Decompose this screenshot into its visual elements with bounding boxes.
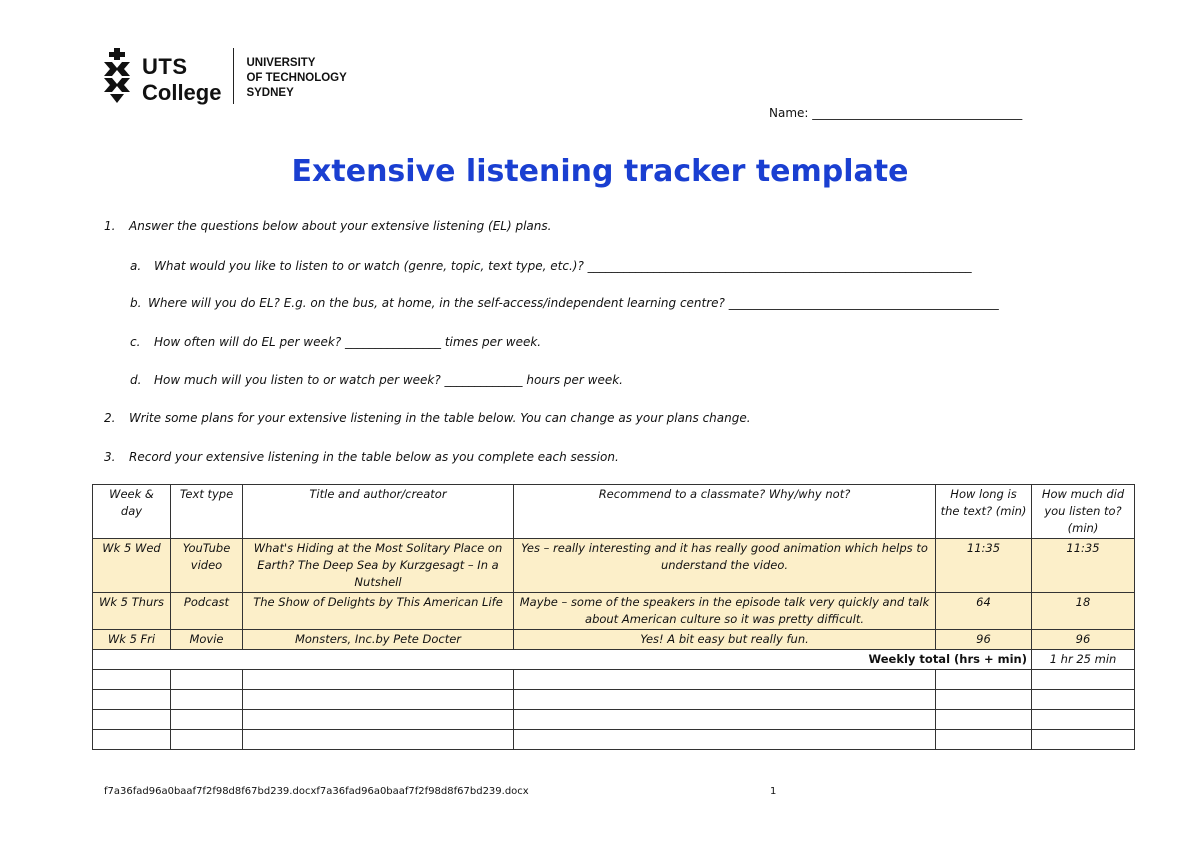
instruction-3 <box>104 450 619 464</box>
table-row <box>93 730 1135 750</box>
listening-tracker-table <box>92 484 1135 750</box>
table-cell[interactable]: Yes – really interesting and it has really good animation which helps to understand the video. <box>514 539 936 593</box>
instruction-text: How much will you listen to or watch per week? _____________ hours per week. <box>154 373 623 387</box>
instruction-text: Record your extensive listening in the table below as you complete each session. <box>129 450 619 464</box>
weekly-total-value[interactable]: 1 hr 25 min <box>1032 650 1135 670</box>
table-cell[interactable] <box>514 730 936 750</box>
table-cell[interactable] <box>514 670 936 690</box>
table-cell[interactable] <box>171 670 243 690</box>
header-text-type: Text type <box>171 485 243 539</box>
page-title: Extensive listening tracker template <box>291 154 909 189</box>
uts-college-logo <box>100 48 347 106</box>
logo-university-line: SYDNEY <box>246 87 294 99</box>
table-row <box>93 690 1135 710</box>
instruction-1 <box>104 219 551 233</box>
table-cell[interactable] <box>514 690 936 710</box>
table-cell[interactable]: Wk 5 Wed <box>93 539 171 593</box>
instruction-1d <box>130 373 623 387</box>
table-cell[interactable]: Monsters, Inc.by Pete Docter <box>243 630 514 650</box>
table-row <box>93 593 1135 630</box>
logo-university-line: UNIVERSITY <box>246 57 316 69</box>
instruction-text: How often will do EL per week? ________________ times per week. <box>154 335 542 349</box>
table-cell[interactable] <box>171 710 243 730</box>
footer-filename: f7a36fad96a0baaf7f2f98d8f67bd239.docxf7a36fad96a0baaf7f2f98d8f67bd239.docx <box>104 786 529 797</box>
table-cell[interactable]: 11:35 <box>936 539 1032 593</box>
header-recommend: Recommend to a classmate? Why/why not? <box>514 485 936 539</box>
name-field-line: Name: ___________________________________ <box>769 106 1023 120</box>
instruction-sub-label: d. <box>130 373 142 387</box>
instruction-text: What would you like to listen to or watch (genre, topic, text type, etc.)? ________________________________________________________________ <box>154 259 972 273</box>
header-text-length: How long is the text? (min) <box>936 485 1032 539</box>
header-listened-amount: How much did you listen to? (min) <box>1032 485 1135 539</box>
instruction-text: Write some plans for your extensive listening in the table below. You can change as your plans change. <box>129 411 751 425</box>
table-cell[interactable]: Wk 5 Fri <box>93 630 171 650</box>
weekly-total-label: Weekly total (hrs + min) <box>93 650 1032 670</box>
table-cell[interactable] <box>93 690 171 710</box>
table-cell[interactable] <box>514 710 936 730</box>
instruction-1a <box>130 259 972 273</box>
logo-university-line: OF TECHNOLOGY <box>246 72 347 84</box>
footer-page-number: 1 <box>770 786 777 797</box>
table-row <box>93 539 1135 593</box>
table-cell[interactable] <box>93 710 171 730</box>
table-cell[interactable]: 96 <box>1032 630 1135 650</box>
header-week-day: Week & day <box>93 485 171 539</box>
table-row <box>93 710 1135 730</box>
logo-divider <box>233 48 234 104</box>
table-cell[interactable]: The Show of Delights by This American Life <box>243 593 514 630</box>
table-cell[interactable] <box>243 670 514 690</box>
instruction-sub-label: b. <box>130 296 142 310</box>
table-cell[interactable]: 18 <box>1032 593 1135 630</box>
instruction-text: Answer the questions below about your extensive listening (EL) plans. <box>129 219 552 233</box>
logo-college-wordmark <box>142 48 221 104</box>
instruction-sub-label: a. <box>130 259 142 273</box>
instruction-text: Where will you do EL? E.g. on the bus, at home, in the self-access/independent learning centre? _____________________________________________ <box>148 296 999 310</box>
table-cell[interactable] <box>93 670 171 690</box>
table-header-row <box>93 485 1135 539</box>
logo-university-text <box>246 56 346 101</box>
table-cell[interactable]: Movie <box>171 630 243 650</box>
logo-college-text: College <box>142 80 222 105</box>
table-cell[interactable] <box>171 690 243 710</box>
table-cell[interactable]: Podcast <box>171 593 243 630</box>
table-cell[interactable] <box>1032 730 1135 750</box>
table-cell[interactable] <box>243 690 514 710</box>
header-title-author: Title and author/creator <box>243 485 514 539</box>
table-cell[interactable] <box>1032 690 1135 710</box>
instruction-sub-label: c. <box>130 335 141 349</box>
table-cell[interactable] <box>1032 670 1135 690</box>
table-row <box>93 670 1135 690</box>
table-cell[interactable] <box>243 730 514 750</box>
table-cell[interactable] <box>936 690 1032 710</box>
table-cell[interactable]: Wk 5 Thurs <box>93 593 171 630</box>
table-cell[interactable]: 96 <box>936 630 1032 650</box>
table-cell[interactable] <box>936 730 1032 750</box>
table-cell[interactable] <box>243 710 514 730</box>
table-cell[interactable]: Maybe – some of the speakers in the episode talk very quickly and talk about American culture so it was pretty difficult. <box>514 593 936 630</box>
table-cell[interactable] <box>93 730 171 750</box>
instruction-1b <box>130 296 999 310</box>
instruction-number: 2. <box>104 411 116 425</box>
table-cell[interactable] <box>1032 710 1135 730</box>
table-cell[interactable] <box>171 730 243 750</box>
instruction-number: 3. <box>104 450 116 464</box>
table-cell[interactable]: 64 <box>936 593 1032 630</box>
table-cell[interactable] <box>936 710 1032 730</box>
logo-uts-text: UTS <box>142 54 188 79</box>
instruction-number: 1. <box>104 219 116 233</box>
table-cell[interactable] <box>936 670 1032 690</box>
table-cell[interactable]: 11:35 <box>1032 539 1135 593</box>
instruction-2 <box>104 411 751 425</box>
table-cell[interactable]: What's Hiding at the Most Solitary Place on Earth? The Deep Sea by Kurzgesagt – In a Nutshell <box>243 539 514 593</box>
instruction-1c <box>130 335 541 349</box>
weekly-total-row <box>93 650 1135 670</box>
uts-logo-icon <box>100 48 134 106</box>
table-cell[interactable]: Yes! A bit easy but really fun. <box>514 630 936 650</box>
table-row <box>93 630 1135 650</box>
table-cell[interactable]: YouTube video <box>171 539 243 593</box>
